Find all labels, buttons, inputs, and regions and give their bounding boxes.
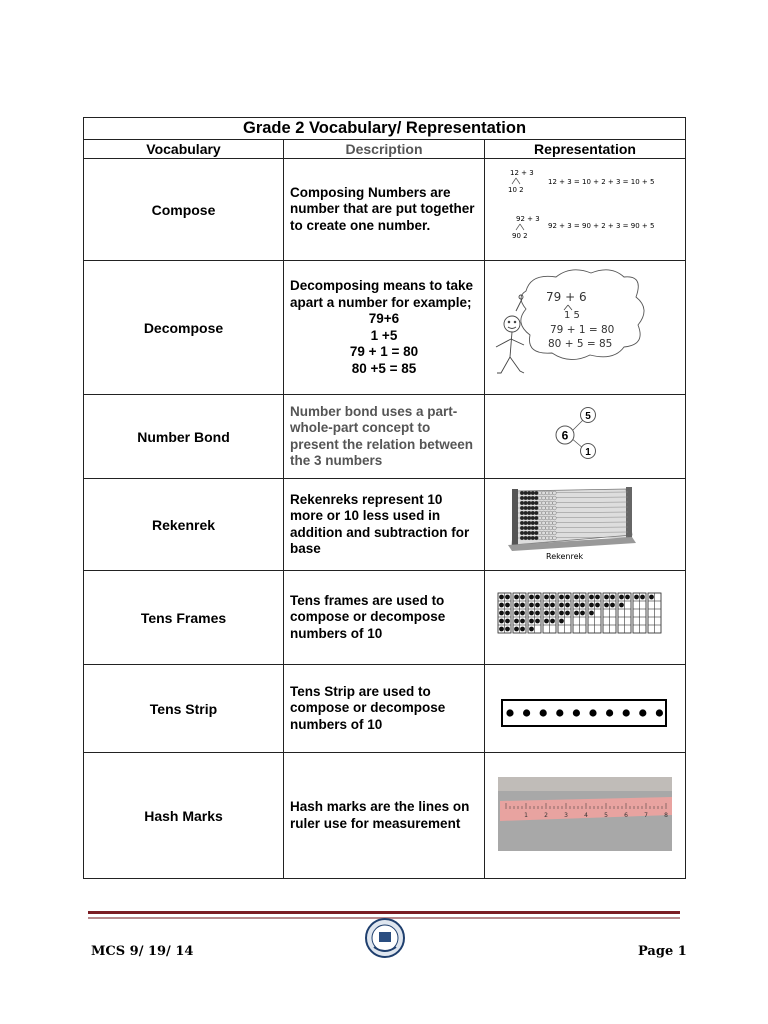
rekenrek-bead xyxy=(545,491,549,495)
rekenrek-bead xyxy=(520,526,524,530)
rekenrek-bead xyxy=(542,536,546,540)
term-rekenrek: Rekenrek xyxy=(84,479,284,571)
rekenrek-bead xyxy=(520,491,524,495)
tens-frame-dot xyxy=(619,603,624,608)
table-row xyxy=(84,753,686,879)
tens-frame-dot xyxy=(514,627,519,632)
vocabulary-table xyxy=(83,117,686,879)
rekenrek-bead xyxy=(545,516,549,520)
tens-frame-dot xyxy=(589,603,594,608)
rep-decompose xyxy=(485,261,686,395)
rekenrek-bead xyxy=(542,526,546,530)
rekenrek-bead xyxy=(542,491,546,495)
rekenrek-bead xyxy=(549,516,553,520)
tens-frame-dot xyxy=(505,627,510,632)
tens-frame-dot xyxy=(574,603,579,608)
rekenrek-image xyxy=(486,479,684,565)
tens-frame-dot xyxy=(544,619,549,624)
tens-frame-dot xyxy=(604,603,609,608)
rekenrek-bead xyxy=(524,496,528,500)
rekenrek-bead xyxy=(538,511,542,515)
tens-frame-dot xyxy=(514,603,519,608)
rekenrek-bead xyxy=(538,516,542,520)
rekenrek-bead xyxy=(542,531,546,535)
rekenrek-bead xyxy=(524,506,528,510)
table-row xyxy=(84,395,686,479)
rekenrek-bead xyxy=(527,531,531,535)
tens-frame-dot xyxy=(580,603,585,608)
rekenrek-bead xyxy=(553,531,557,535)
tens-frame-dot xyxy=(565,595,570,600)
rekenrek-bead xyxy=(545,536,549,540)
tens-frame-dot xyxy=(535,619,540,624)
tens-strip-dot xyxy=(656,709,663,716)
tens-frame-dot xyxy=(574,595,579,600)
rekenrek-bead xyxy=(542,516,546,520)
desc-rekenrek: Rekenreks represent 10 more or 10 less used in addition and subtraction for base xyxy=(284,479,485,571)
rekenrek-bead xyxy=(542,521,546,525)
tens-frame-dot xyxy=(550,619,555,624)
tens-frame-dot xyxy=(520,611,525,616)
ruler-number: 6 xyxy=(624,812,628,819)
rekenrek-bead xyxy=(553,521,557,525)
tens-frame-dot xyxy=(529,595,534,600)
rekenrek-bead xyxy=(535,536,539,540)
desc-compose: Composing Numbers are number that are put together to create one number. xyxy=(284,159,485,261)
tens-frame-dot xyxy=(565,611,570,616)
footer-page: Page 1 xyxy=(638,944,687,959)
decompose-drawing xyxy=(486,261,684,389)
rekenrek-bead xyxy=(531,536,535,540)
rep-tens-frames xyxy=(485,571,686,665)
rekenrek-bead xyxy=(524,526,528,530)
stick-figure xyxy=(496,295,524,373)
rekenrek-bead xyxy=(549,496,553,500)
rekenrek-bead xyxy=(531,511,535,515)
tens-frame-dot xyxy=(520,603,525,608)
tens-frame-dot xyxy=(559,619,564,624)
rekenrek-bead xyxy=(524,531,528,535)
tens-frame-dot xyxy=(550,595,555,600)
ruler-photo xyxy=(486,753,684,873)
tens-frames-image xyxy=(486,571,684,659)
footer-date: MCS 9/ 19/ 14 xyxy=(91,944,194,959)
rekenrek-bead xyxy=(527,521,531,525)
rekenrek-bead xyxy=(535,516,539,520)
tens-strip-dot xyxy=(573,709,580,716)
rekenrek-bead xyxy=(520,506,524,510)
tens-frame-dot xyxy=(640,595,645,600)
term-tens-strip: Tens Strip xyxy=(84,665,284,753)
bond-part-a: 5 xyxy=(585,411,591,422)
ruler-number: 2 xyxy=(544,812,548,819)
rekenrek-bead xyxy=(538,496,542,500)
rekenrek-bead xyxy=(531,516,535,520)
rekenrek-bead xyxy=(538,521,542,525)
tens-frame-dot xyxy=(505,611,510,616)
term-hash-marks: Hash Marks xyxy=(84,753,284,879)
footer-rule-dark xyxy=(88,911,680,914)
table-row xyxy=(84,571,686,665)
tens-strip-dot xyxy=(639,709,646,716)
tens-frame-dot xyxy=(649,595,654,600)
rekenrek-bead xyxy=(520,516,524,520)
tens-frame-dot xyxy=(505,619,510,624)
rekenrek-bead xyxy=(524,511,528,515)
table-row xyxy=(84,159,686,261)
tens-frame-dot xyxy=(520,619,525,624)
rekenrek-bead xyxy=(520,531,524,535)
decompose-l2: 1 5 xyxy=(564,310,580,321)
tens-frame-dot xyxy=(550,603,555,608)
rekenrek-bead xyxy=(538,506,542,510)
rekenrek-bead xyxy=(542,496,546,500)
tens-frame-dot xyxy=(589,611,594,616)
tens-frame-dot xyxy=(529,603,534,608)
tens-frame-dot xyxy=(499,603,504,608)
tens-frame-dot xyxy=(505,603,510,608)
desc-decompose: Decomposing means to take apart a number for example; xyxy=(290,278,474,310)
rekenrek-bead xyxy=(520,496,524,500)
rekenrek-bead xyxy=(538,531,542,535)
tens-frame-dot xyxy=(550,611,555,616)
tens-frame-dot xyxy=(565,603,570,608)
rekenrek-bead xyxy=(520,501,524,505)
tens-frame-dot xyxy=(544,595,549,600)
term-compose: Compose xyxy=(84,159,284,261)
desc-hash-marks: Hash marks are the lines on ruler use for measurement xyxy=(284,753,485,879)
tens-frame-dot xyxy=(514,611,519,616)
tens-frame-dot xyxy=(544,611,549,616)
rekenrek-bead xyxy=(538,526,542,530)
rekenrek-bead xyxy=(535,521,539,525)
bond-part-b: 1 xyxy=(585,447,591,458)
ruler-number: 4 xyxy=(584,812,588,819)
example-line: 80 +5 = 85 xyxy=(351,360,417,376)
tens-frame-dot xyxy=(595,603,600,608)
tens-frame-dot xyxy=(619,595,624,600)
ruler-number: 7 xyxy=(644,812,648,819)
compose-handwriting xyxy=(486,159,684,255)
tens-frame-dot xyxy=(610,603,615,608)
rekenrek-bead xyxy=(545,501,549,505)
tens-frame-dot xyxy=(529,627,534,632)
tens-frame-dot xyxy=(535,611,540,616)
rep-tens-strip xyxy=(485,665,686,753)
compose-eq2-split: 90 2 xyxy=(512,232,528,240)
rekenrek-bead xyxy=(535,501,539,505)
rekenrek-bead xyxy=(549,526,553,530)
rekenrek-bead xyxy=(545,506,549,510)
rekenrek-bead xyxy=(549,501,553,505)
rekenrek-bead xyxy=(549,531,553,535)
tens-frame-dot xyxy=(505,595,510,600)
rekenrek-bead xyxy=(553,496,557,500)
rekenrek-bead xyxy=(545,521,549,525)
tens-frame-dot xyxy=(559,603,564,608)
rekenrek-bead xyxy=(535,496,539,500)
tens-frame-dot xyxy=(544,603,549,608)
rekenrek-bead xyxy=(531,531,535,535)
rekenrek-bead xyxy=(524,536,528,540)
tens-strip-dot xyxy=(606,709,613,716)
tens-frame-dot xyxy=(529,611,534,616)
tens-frame-dot xyxy=(499,595,504,600)
tens-frame-dot xyxy=(535,595,540,600)
tens-frame-dot xyxy=(514,619,519,624)
rekenrek-bead xyxy=(538,491,542,495)
rekenrek-bead xyxy=(553,526,557,530)
tens-frame-dot xyxy=(559,611,564,616)
decompose-l4: 80 + 5 = 85 xyxy=(548,338,613,350)
rekenrek-bead xyxy=(549,536,553,540)
number-bond-diagram xyxy=(486,395,684,473)
rekenrek-bead xyxy=(535,506,539,510)
rekenrek-bead xyxy=(553,506,557,510)
desc-decompose-cell xyxy=(284,261,485,395)
rekenrek-bead xyxy=(524,516,528,520)
rekenrek-bead xyxy=(545,531,549,535)
rekenrek-bead xyxy=(535,531,539,535)
tens-frame-dot xyxy=(625,595,630,600)
tens-strip-dot xyxy=(623,709,630,716)
rekenrek-bead xyxy=(520,511,524,515)
rekenrek-bead xyxy=(531,521,535,525)
rekenrek-bead xyxy=(553,501,557,505)
decompose-l3: 79 + 1 = 80 xyxy=(550,324,615,336)
ruler-number: 3 xyxy=(564,812,568,819)
desc-tens-strip: Tens Strip are used to compose or decompose numbers of 10 xyxy=(284,665,485,753)
decompose-l1: 79 + 6 xyxy=(546,290,587,304)
rekenrek-bead xyxy=(520,521,524,525)
rekenrek-bead xyxy=(549,491,553,495)
bond-whole: 6 xyxy=(561,428,569,443)
desc-tens-frames: Tens frames are used to compose or decompose numbers of 10 xyxy=(284,571,485,665)
rekenrek-bead xyxy=(538,536,542,540)
header-vocabulary: Vocabulary xyxy=(84,140,284,159)
rep-hash-marks xyxy=(485,753,686,879)
rekenrek-bead xyxy=(527,506,531,510)
tens-frame-dot xyxy=(520,627,525,632)
rekenrek-bead xyxy=(535,511,539,515)
rekenrek-bead xyxy=(527,516,531,520)
tens-frame-dot xyxy=(520,595,525,600)
rep-rekenrek xyxy=(485,479,686,571)
tens-frame-dot xyxy=(610,595,615,600)
tens-frame-dot xyxy=(529,619,534,624)
tens-frame-dot xyxy=(589,595,594,600)
ruler-number: 8 xyxy=(664,812,668,819)
table-row xyxy=(84,261,686,395)
tens-frame-dot xyxy=(499,627,504,632)
tens-frame-dot xyxy=(634,595,639,600)
tens-strip-dot xyxy=(540,709,547,716)
tens-frame-dot xyxy=(580,595,585,600)
compose-eq2: 92 + 3 = 90 + 2 + 3 = 90 + 5 xyxy=(548,222,655,230)
tens-frame-dot xyxy=(499,619,504,624)
compose-eq2-top: 92 + 3 xyxy=(516,215,540,223)
tens-strip-image xyxy=(486,665,684,747)
rekenrek-bead xyxy=(553,511,557,515)
rep-compose xyxy=(485,159,686,261)
example-line: 79 + 1 = 80 xyxy=(349,344,419,359)
rep-number-bond xyxy=(485,395,686,479)
tens-frame-dot xyxy=(580,611,585,616)
rekenrek-bead xyxy=(542,511,546,515)
rekenrek-caption: Rekenrek xyxy=(546,552,584,561)
rekenrek-bead xyxy=(549,506,553,510)
compose-eq1-split: 10 2 xyxy=(508,186,524,194)
tens-strip-dot xyxy=(556,709,563,716)
rekenrek-bead xyxy=(545,496,549,500)
table-row xyxy=(84,479,686,571)
rekenrek-bead xyxy=(553,491,557,495)
tens-frame-dot xyxy=(574,611,579,616)
rekenrek-bead xyxy=(520,536,524,540)
tens-strip-dot xyxy=(589,709,596,716)
rekenrek-bead xyxy=(531,491,535,495)
tens-frame-dot xyxy=(535,603,540,608)
rekenrek-bead xyxy=(535,526,539,530)
tens-frame-dot xyxy=(604,595,609,600)
compose-eq1-top: 12 + 3 xyxy=(510,169,534,177)
example-line: 1 +5 xyxy=(370,327,398,343)
rekenrek-bead xyxy=(545,526,549,530)
table-row xyxy=(84,665,686,753)
term-number-bond: Number Bond xyxy=(84,395,284,479)
rekenrek-bead xyxy=(545,511,549,515)
rekenrek-bead xyxy=(531,501,535,505)
tens-strip-dot xyxy=(523,709,530,716)
rekenrek-bead xyxy=(524,491,528,495)
rekenrek-bead xyxy=(527,526,531,530)
header-description: Description xyxy=(284,140,485,159)
tens-frame-dot xyxy=(499,611,504,616)
example-line: 79+6 xyxy=(368,311,400,326)
term-decompose: Decompose xyxy=(84,261,284,395)
table-title: Grade 2 Vocabulary/ Representation xyxy=(84,118,686,140)
rekenrek-bead xyxy=(527,511,531,515)
desc-number-bond: Number bond uses a part-whole-part concept to present the relation between the 3 numbers xyxy=(284,395,485,479)
tens-frame-dot xyxy=(559,595,564,600)
rekenrek-bead xyxy=(553,536,557,540)
rekenrek-bead xyxy=(527,536,531,540)
rekenrek-bead xyxy=(531,496,535,500)
rekenrek-bead xyxy=(549,521,553,525)
compose-eq1: 12 + 3 = 10 + 2 + 3 = 10 + 5 xyxy=(548,178,655,186)
rekenrek-bead xyxy=(538,501,542,505)
school-seal-icon xyxy=(362,917,408,959)
rekenrek-bead xyxy=(524,521,528,525)
rekenrek-bead xyxy=(535,491,539,495)
rekenrek-bead xyxy=(542,506,546,510)
header-representation: Representation xyxy=(485,140,686,159)
rekenrek-bead xyxy=(531,506,535,510)
rekenrek-bead xyxy=(527,496,531,500)
term-tens-frames: Tens Frames xyxy=(84,571,284,665)
tens-frame-dot xyxy=(595,595,600,600)
rekenrek-bead xyxy=(524,501,528,505)
rekenrek-bead xyxy=(553,516,557,520)
rekenrek-bead xyxy=(549,511,553,515)
rekenrek-bead xyxy=(531,526,535,530)
ruler-number: 1 xyxy=(524,812,528,819)
ruler-number: 5 xyxy=(604,812,608,819)
tens-frame-dot xyxy=(514,595,519,600)
rekenrek-bead xyxy=(527,491,531,495)
tens-strip-dot xyxy=(506,709,513,716)
rekenrek-bead xyxy=(542,501,546,505)
rekenrek-bead xyxy=(527,501,531,505)
